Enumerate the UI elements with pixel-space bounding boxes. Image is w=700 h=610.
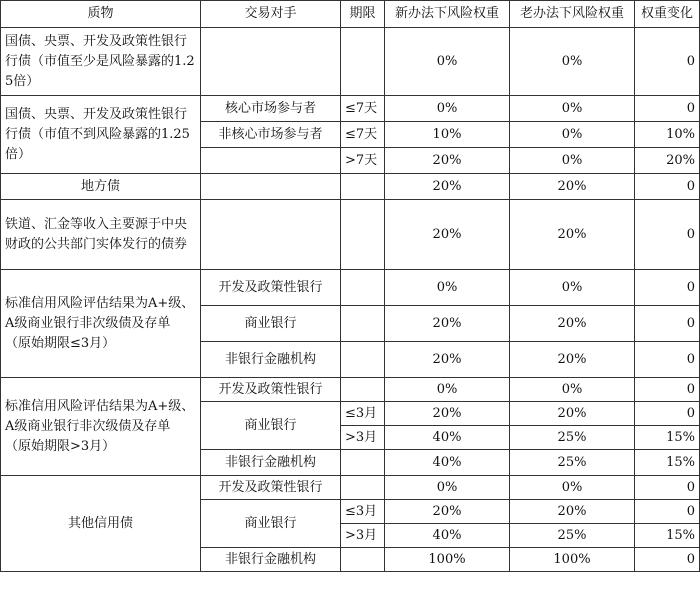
term-cell (341, 270, 385, 306)
old-weight-cell: 20% (510, 402, 635, 426)
collateral-cell: 铁道、汇金等收入主要源于中央财政的公共部门实体发行的债券 (1, 200, 201, 270)
counterparty-cell: 核心市场参与者 (201, 96, 341, 122)
term-cell (341, 450, 385, 476)
term-cell: >3月 (341, 426, 385, 450)
old-weight-cell: 0% (510, 28, 635, 96)
weight-change-cell: 20% (635, 148, 700, 174)
counterparty-cell: 开发及政策性银行 (201, 378, 341, 402)
counterparty-cell (201, 148, 341, 174)
counterparty-cell: 开发及政策性银行 (201, 270, 341, 306)
new-weight-cell: 20% (385, 174, 510, 200)
new-weight-cell: 10% (385, 122, 510, 148)
collateral-cell: 其他信用债 (1, 476, 201, 572)
new-weight-cell: 40% (385, 450, 510, 476)
weight-change-cell: 0 (635, 342, 700, 378)
old-weight-cell: 0% (510, 96, 635, 122)
weight-change-cell: 15% (635, 426, 700, 450)
new-weight-cell: 40% (385, 426, 510, 450)
term-cell: ≤3月 (341, 500, 385, 524)
old-weight-cell: 20% (510, 342, 635, 378)
new-weight-cell: 20% (385, 200, 510, 270)
collateral-cell: 标准信用风险评估结果为A+级、A级商业银行非次级债及存单（原始期限≤3月） (1, 270, 201, 378)
header-term: 期限 (341, 1, 385, 28)
counterparty-cell (201, 174, 341, 200)
counterparty-cell: 非银行金融机构 (201, 548, 341, 572)
new-weight-cell: 20% (385, 148, 510, 174)
weight-change-cell: 0 (635, 548, 700, 572)
weight-change-cell: 0 (635, 174, 700, 200)
weight-change-cell: 15% (635, 450, 700, 476)
old-weight-cell: 20% (510, 174, 635, 200)
counterparty-cell (201, 28, 341, 96)
term-cell (341, 378, 385, 402)
term-cell (341, 548, 385, 572)
term-cell: ≤3月 (341, 402, 385, 426)
weight-change-cell: 0 (635, 200, 700, 270)
old-weight-cell: 25% (510, 450, 635, 476)
new-weight-cell: 20% (385, 306, 510, 342)
table-row (1, 200, 700, 270)
new-weight-cell: 0% (385, 378, 510, 402)
header-old-weight: 老办法下风险权重 (510, 1, 635, 28)
weight-change-cell: 0 (635, 402, 700, 426)
table-row (1, 378, 700, 402)
old-weight-cell: 0% (510, 378, 635, 402)
new-weight-cell: 40% (385, 524, 510, 548)
counterparty-cell: 开发及政策性银行 (201, 476, 341, 500)
new-weight-cell: 0% (385, 96, 510, 122)
collateral-cell: 标准信用风险评估结果为A+级、A级商业银行非次级债及存单（原始期限>3月） (1, 378, 201, 476)
weight-change-cell: 10% (635, 122, 700, 148)
old-weight-cell: 25% (510, 426, 635, 450)
new-weight-cell: 20% (385, 402, 510, 426)
term-cell: >7天 (341, 148, 385, 174)
term-cell (341, 342, 385, 378)
weight-change-cell: 0 (635, 96, 700, 122)
counterparty-cell: 非核心市场参与者 (201, 122, 341, 148)
old-weight-cell: 0% (510, 476, 635, 500)
old-weight-cell: 20% (510, 200, 635, 270)
old-weight-cell: 25% (510, 524, 635, 548)
new-weight-cell: 0% (385, 270, 510, 306)
header-collateral: 质物 (1, 1, 201, 28)
old-weight-cell: 20% (510, 306, 635, 342)
new-weight-cell: 0% (385, 476, 510, 500)
new-weight-cell: 20% (385, 342, 510, 378)
counterparty-cell (201, 200, 341, 270)
term-cell (341, 174, 385, 200)
table-row (1, 28, 700, 96)
collateral-cell: 国债、央票、开发及政策性银行行债（市值不到风险暴露的1.25倍） (1, 96, 201, 174)
header-counterparty: 交易对手 (201, 1, 341, 28)
term-cell: ≤7天 (341, 96, 385, 122)
header-weight-change: 权重变化 (635, 1, 700, 28)
counterparty-cell: 商业银行 (201, 306, 341, 342)
table-row (1, 96, 700, 122)
new-weight-cell: 0% (385, 28, 510, 96)
collateral-cell: 国债、央票、开发及政策性银行行债（市值至少是风险暴露的1.25倍） (1, 28, 201, 96)
collateral-cell: 地方债 (1, 174, 201, 200)
table-row (1, 174, 700, 200)
old-weight-cell: 20% (510, 500, 635, 524)
term-cell (341, 476, 385, 500)
weight-change-cell: 15% (635, 524, 700, 548)
new-weight-cell: 100% (385, 548, 510, 572)
term-cell: ≤7天 (341, 122, 385, 148)
term-cell: >3月 (341, 524, 385, 548)
weight-change-cell: 0 (635, 476, 700, 500)
weight-change-cell: 0 (635, 378, 700, 402)
table-row (1, 270, 700, 306)
term-cell (341, 28, 385, 96)
header-new-weight: 新办法下风险权重 (385, 1, 510, 28)
counterparty-cell: 非银行金融机构 (201, 450, 341, 476)
old-weight-cell: 0% (510, 148, 635, 174)
header-row (1, 1, 700, 28)
counterparty-cell: 商业银行 (201, 500, 341, 548)
weight-change-cell: 0 (635, 306, 700, 342)
weight-change-cell: 0 (635, 500, 700, 524)
table-row (1, 476, 700, 500)
term-cell (341, 200, 385, 270)
new-weight-cell: 20% (385, 500, 510, 524)
weight-change-cell: 0 (635, 270, 700, 306)
term-cell (341, 306, 385, 342)
weight-change-cell: 0 (635, 28, 700, 96)
old-weight-cell: 100% (510, 548, 635, 572)
old-weight-cell: 0% (510, 270, 635, 306)
counterparty-cell: 非银行金融机构 (201, 342, 341, 378)
old-weight-cell: 0% (510, 122, 635, 148)
counterparty-cell: 商业银行 (201, 402, 341, 450)
